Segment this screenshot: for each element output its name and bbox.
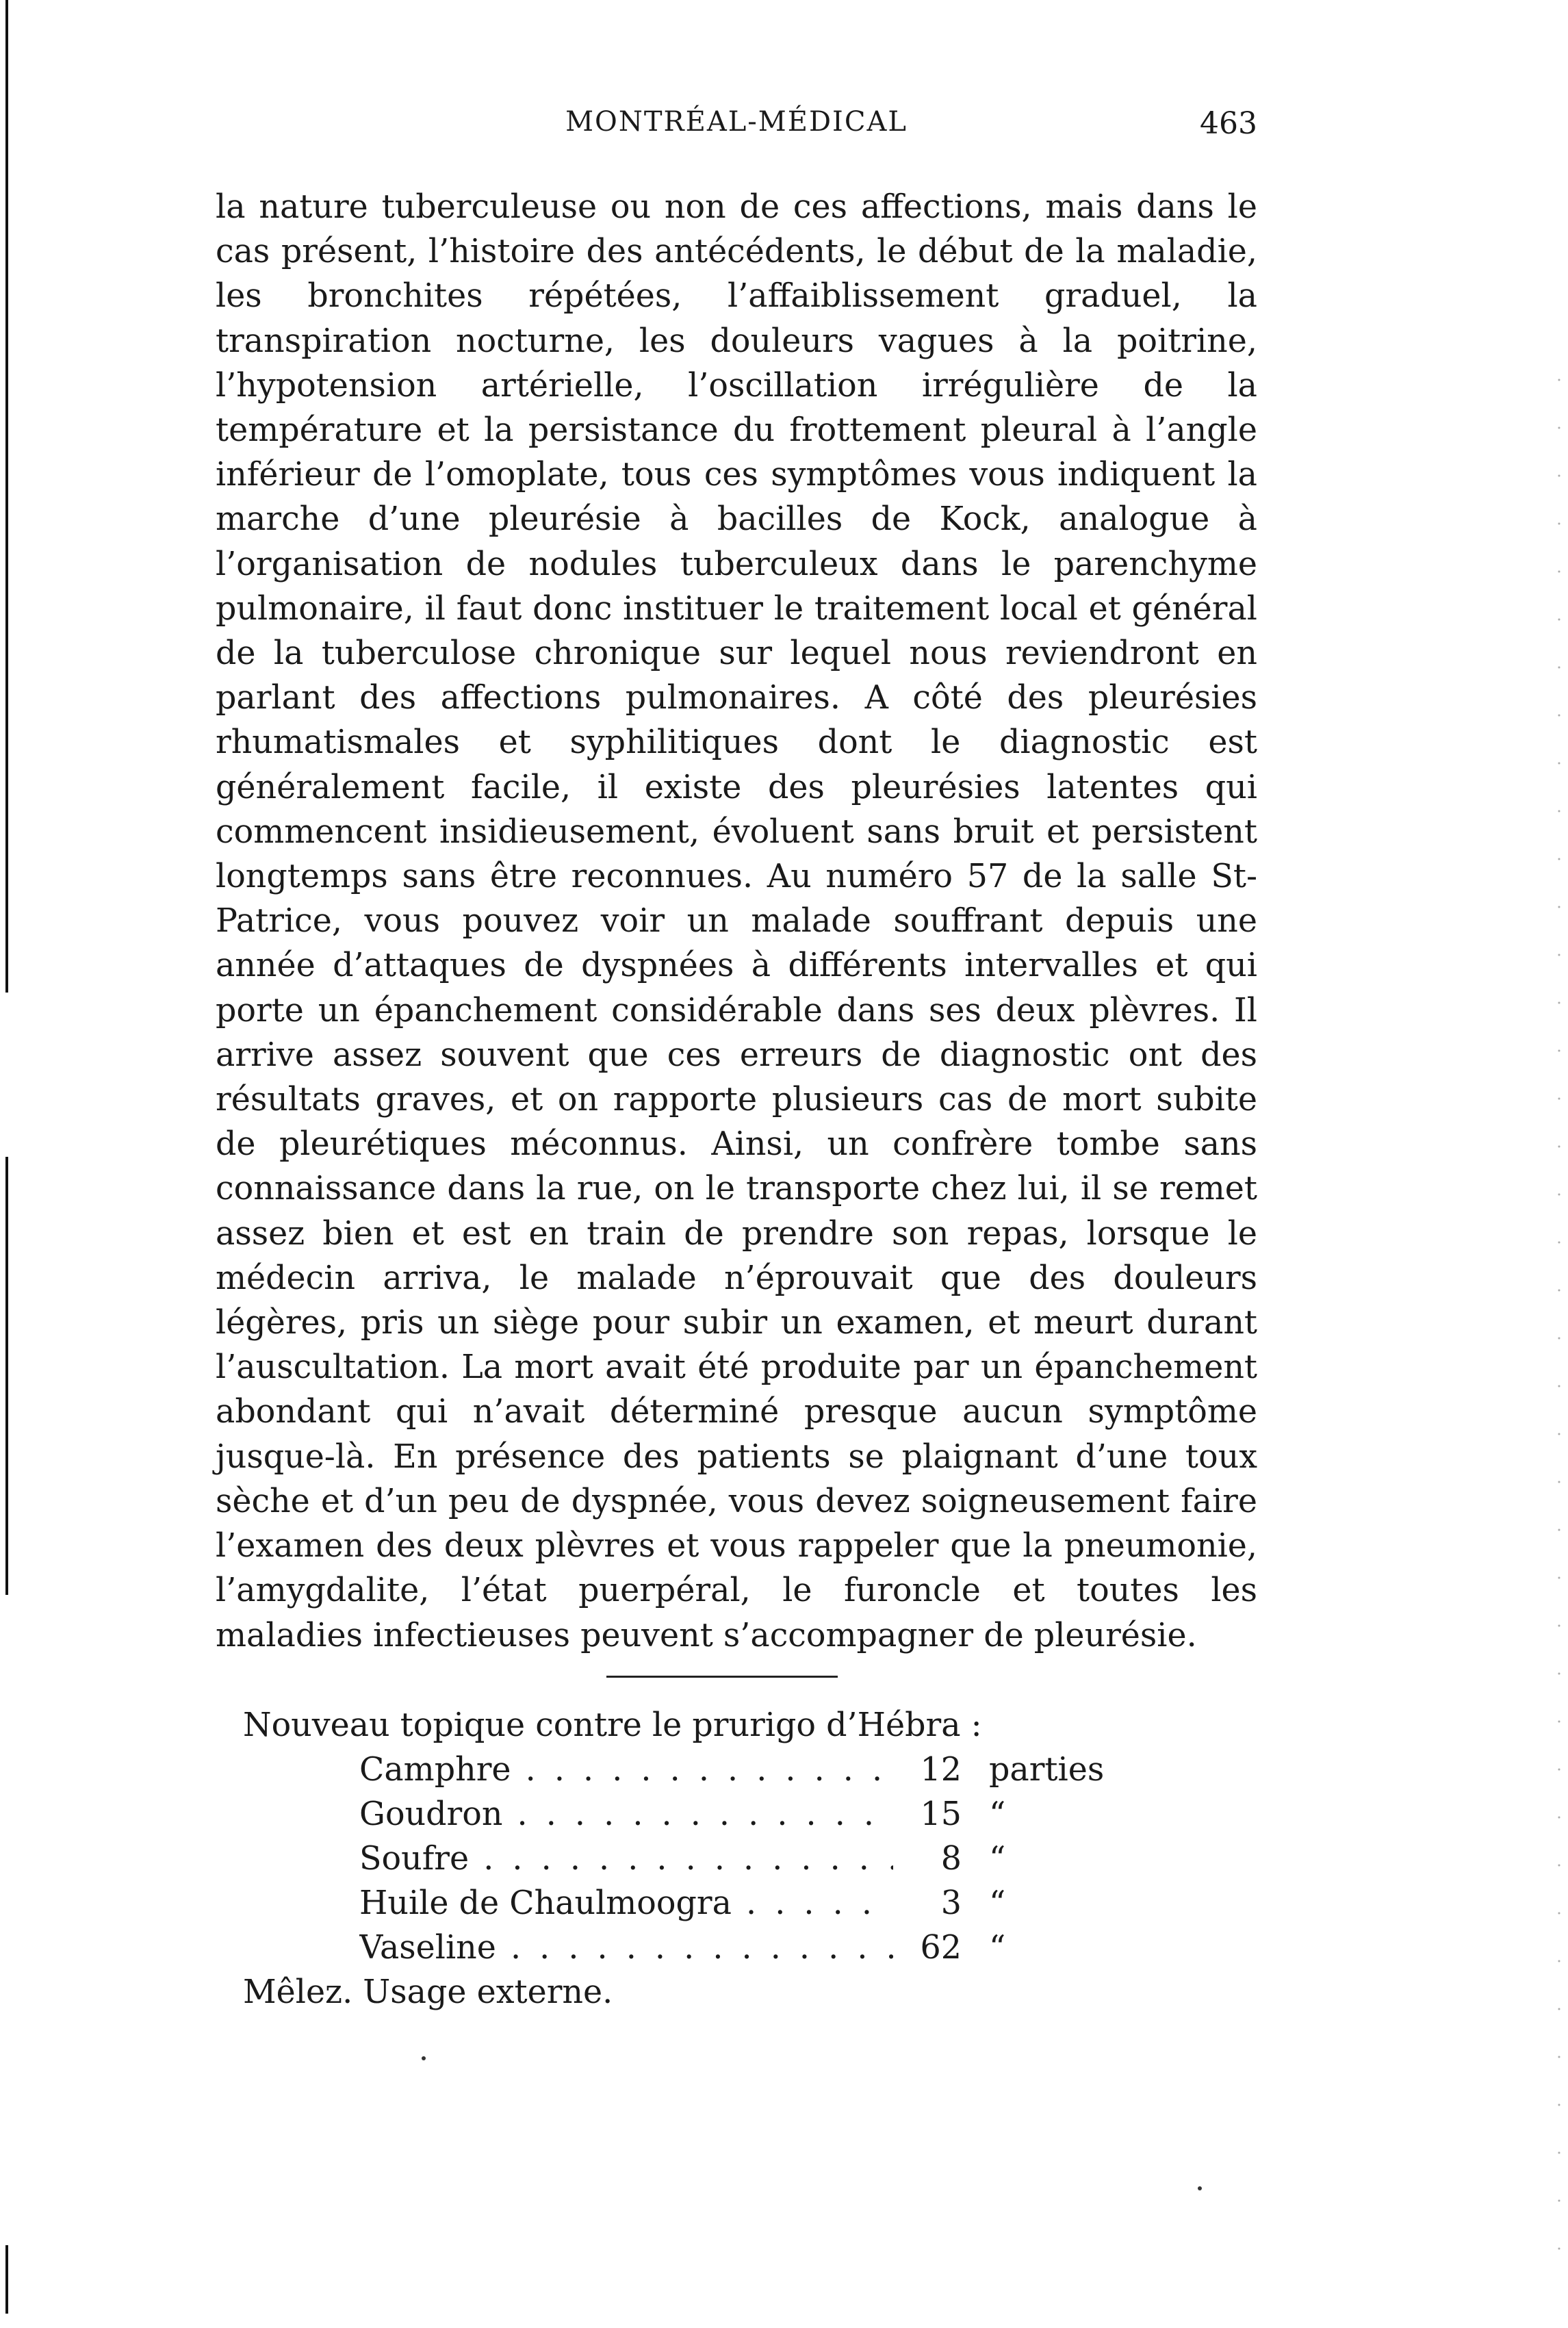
ingredient-row — [359, 1881, 1201, 1926]
margin-specks — [1557, 356, 1561, 2273]
binding-edge-mark — [5, 1157, 8, 1595]
ingredient-name: Huile de Chaulmoogra . . . — [359, 1881, 893, 1926]
ingredient-name: Camphre . . . — [359, 1748, 893, 1792]
ingredient-list — [359, 1748, 1201, 1970]
running-title: MONTRÉAL-MÉDICAL — [565, 106, 908, 138]
body-paragraph: la nature tuberculeuse ou non de ces affections, mais dans le cas présent, l’histoire des antécédents, le début de la maladie, les bronchites répétées, l’affaiblissement graduel, la transpiration nocturne, les douleurs vagues à la poitrine, l’hypotension artérielle, l’oscillation irrégulière de la température et la persistance du frottement pleural à l’angle inférieur de l’omoplate, tous ces symptômes vous indiquent la marche d’une pleurésie à bacilles de Kock, analogue à l’organisation de nodules tuberculeux dans le parenchyme pulmonaire, il faut donc instituer le traitement local et général de la tuberculose chronique sur lequel nous reviendront en parlant des affections pulmonaires. A côté des pleurésies rhumatismales et syphilitiques dont le diagnostic est généralement facile, il existe des pleurésies latentes qui commencent insidieusement, évoluent sans bruit et persistent longtemps sans être reconnues. Au numéro 57 de la salle St-Patrice, vous pouvez voir un malade souffrant depuis une année d’attaques de dyspnées à différents intervalles et qui porte un épanchement considérable dans ses deux plèvres. Il arrive assez souvent que ces erreurs de diagnostic ont des résultats graves, et on rapporte plusieurs cas de mort subite de pleurétiques méconnus. Ainsi, un confrère tombe sans connaissance dans la rue, on le transporte chez lui, il se remet assez bien et est en train de prendre son repas, lorsque le médecin arriva, le malade n’éprouvait que des douleurs légères, pris un siège pour subir un examen, et meurt durant l’auscultation. La mort avait été produite par un épanchement abondant qui n’avait déterminé presque aucun symptôme jusque-là. En présence des patients se plaignant d’une toux sèche et d’un peu de dyspnée, vous devez soigneusement faire l’examen des deux plèvres et vous rappeler que la pneumonie, l’amygdalite, l’état puerpéral, le furoncle et toutes les maladies infectieuses peuvent s’accompagner de pleurésie. — [216, 188, 1257, 1654]
ingredient-unit: parties — [989, 1751, 1105, 1789]
ingredient-unit: “ — [989, 1884, 1006, 1922]
body-text — [216, 185, 1257, 1658]
ingredient-quantity: 12 — [920, 1751, 962, 1789]
page-header — [216, 106, 1257, 154]
ingredient-unit: “ — [989, 1795, 1006, 1833]
ingredient-row — [359, 1926, 1201, 1970]
ingredient-row — [359, 1837, 1201, 1881]
ingredient-name: Goudron . . . — [359, 1792, 893, 1837]
ingredient-row — [359, 1748, 1201, 1792]
section-divider — [606, 1676, 838, 1678]
ingredient-unit: “ — [989, 1840, 1006, 1878]
ingredient-name: Soufre . . . — [359, 1837, 893, 1881]
ingredient-quantity: 15 — [920, 1795, 962, 1833]
ingredient-row — [359, 1792, 1201, 1837]
binding-edge-mark — [5, 2245, 8, 2314]
prescription-instructions: Mêlez. Usage externe. — [243, 1973, 613, 2011]
ingredient-quantity: 62 — [920, 1929, 962, 1967]
ingredient-unit: “ — [989, 1929, 1006, 1967]
print-speck — [422, 2056, 426, 2060]
ingredient-quantity: 8 — [940, 1840, 962, 1878]
ingredient-name: Vaseline . . . — [359, 1926, 893, 1970]
prescription-block — [243, 1703, 1201, 2014]
ingredient-quantity: 3 — [940, 1884, 962, 1922]
binding-edge-mark — [5, 0, 8, 993]
print-speck — [1198, 2186, 1202, 2190]
prescription-title: Nouveau topique contre le prurigo d’Hébra : — [243, 1706, 982, 1744]
page-number: 463 — [1200, 106, 1257, 141]
